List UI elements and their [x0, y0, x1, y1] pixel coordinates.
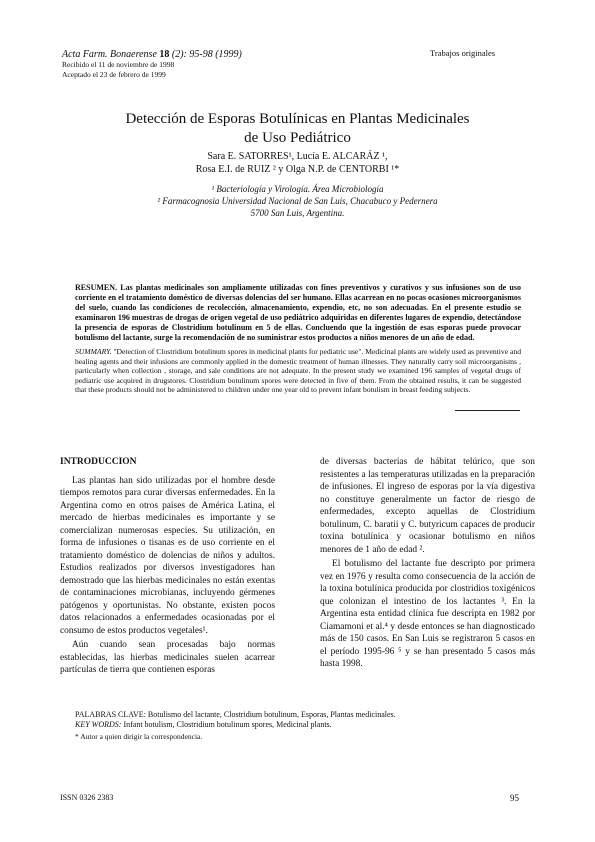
page-number: 95 — [510, 793, 519, 803]
summary-text: "Detection of Clostridium botulinum spores in medicinal plants for pediatric use". Medicinal plants are widely used as preventive and healing agents and their infusions are commonly applied in the domestic treatment of human illnesses. They naturally carry soil microorganisms , particularly when collection , storage, and sale conditions are not adequate. In the present study we examined 196 samples of vegetal drugs of pediatric use acquired in drugstores. Clostridium botulinum spores were detected in five of them. From the obtained results, it can be suggested that these products should not be administered to children under one year old to prevent infant botulism in breast feeding subjects. — [75, 347, 521, 395]
affiliations — [0, 183, 595, 219]
summary-label: SUMMARY. — [75, 347, 112, 356]
affiliation: ² Farmacognosia Universidad Nacional de San Luis, Chacabuco y Pedernera — [157, 196, 438, 206]
authors-line: Sara E. SATORRES¹, Lucía E. ALCARÁZ ¹, — [207, 151, 388, 162]
authors-line: Rosa E.I. de RUIZ ² y Olga N.P. de CENTORBI ¹* — [195, 164, 400, 175]
journal-volume: 18 — [159, 49, 170, 60]
keywords-es-label: PALABRAS CLAVE: — [75, 710, 146, 719]
dates — [62, 60, 174, 79]
affiliation: 5700 San Luis, Argentina. — [250, 208, 345, 218]
paragraph: Las plantas han sido utilizadas por el hombre desde tiempos remotos para curar diversas enfermedades. En la Argentina como en otros países de América Latina, el mercado de hierbas medicinales es importante y se comercializan numerosas especies. Su utilización, en forma de infusiones o tisanas es de uso corriente en el tratamiento doméstico de dolencias de niños y adultos. Estudios realizados por diversos investigadores han demostrado que las hierbas medicinales no están exentas de contaminaciones microbianas, incluyendo gérmenes patógenos y oportunistas. No obstante, existen pocos datos relacionados a enfermedades ocasionadas por el consumo de estos productos vegetales¹. — [60, 475, 275, 636]
keywords-en — [75, 720, 535, 730]
column-left — [60, 456, 275, 679]
article-type: Trabajos originales — [430, 48, 496, 58]
journal-issue: (2): 95-98 (1999) — [171, 49, 242, 60]
resumen-label: RESUMEN. — [75, 283, 118, 292]
authors — [0, 150, 595, 176]
keywords-en-text: Infant botulism, Clostridium botulinum spores, Medicinal plants. — [121, 720, 332, 729]
title-line: Detección de Esporas Botulínicas en Plantas Medicinales — [125, 111, 470, 127]
resumen — [75, 283, 521, 343]
journal-name: Acta Farm. Bonaerense — [62, 49, 157, 60]
paragraph: El botulismo del lactante fue descripto por primera vez en 1976 y resulta como consecuencia de la acción de la toxina botulínica producida por clostridios toxigénicos que colonizan el intestino de los lactantes ³. En la Argentina esta entidad clínica fue descripta en 1982 por Ciamamoni et al.⁴ y desde entonces se han diagnosticado más de 150 casos. En San Luis se registraron 5 casos en el período 1995-96 ⁵ y se han presentado 5 casos más hasta 1998. — [320, 559, 535, 669]
section-heading: INTRODUCCION — [60, 457, 137, 467]
divider — [455, 410, 520, 411]
affiliation: ¹ Bacteriología y Virología. Área Microbiología — [211, 184, 384, 194]
paragraph: de diversas bacterias de hábitat telúrico, que son resistentes a las temperaturas utilizadas en la preparación de infusiones. El ingreso de esporas por la vía digestiva no constituye generalmente un factor de riesgo de enfermedades, excepto aquellas de Clostridium botulinum, C. baratii y C. butyricum capaces de producir toxina botulínica y ocasionar botulismo en niños menores de 1 año de edad ². — [320, 457, 535, 555]
footnote: * Autor a quien dirigir la correspondencia. — [75, 732, 203, 741]
issn: ISSN 0326 2383 — [60, 793, 114, 802]
keywords-es — [75, 710, 535, 720]
paragraph: Aún cuando sean procesadas bajo normas establecidas, las hierbas medicinales suelen acarrear partículas de tierra que contienen esporas — [60, 640, 275, 675]
keywords — [75, 710, 535, 730]
keywords-en-label: KEY WORDS: — [75, 720, 122, 729]
paper-title — [0, 110, 595, 148]
keywords-es-text: Botulismo del lactante, Clostridium botulinum, Esporas, Plantas medicinales. — [145, 710, 396, 719]
received-date: Recibido el 11 de noviembre de 1998 — [62, 60, 175, 69]
accepted-date: Aceptado el 23 de febrero de 1999 — [62, 69, 166, 79]
column-right — [320, 456, 535, 673]
title-line: de Uso Pediátrico — [244, 130, 351, 146]
journal-citation — [62, 49, 242, 60]
summary — [75, 347, 521, 395]
resumen-text: Las plantas medicinales son ampliamente utilizadas con fines preventivos y curativos y sus infusiones son de uso corriente en el tratamiento doméstico de diversas dolencias del ser humano. Ellas acarrean en no pocas ocasiones microorganismos del suelo, cuando las condiciones de recolección, almacenamiento, expendio, etc, no son adecuadas. En el presente estudio se examinaron 196 muestras de drogas de origen vegetal de uso pediátrico adquiridas en diferentes lugares de expendio, detectándose la presencia de esporas de Clostridium botulinum en 5 de ellas. Concluendo que la ingestión de esas esporas puede provocar botulismo del lactante, surge la recomendación de no suministrar estos productos a niños menores de un año de edad. — [75, 283, 521, 342]
